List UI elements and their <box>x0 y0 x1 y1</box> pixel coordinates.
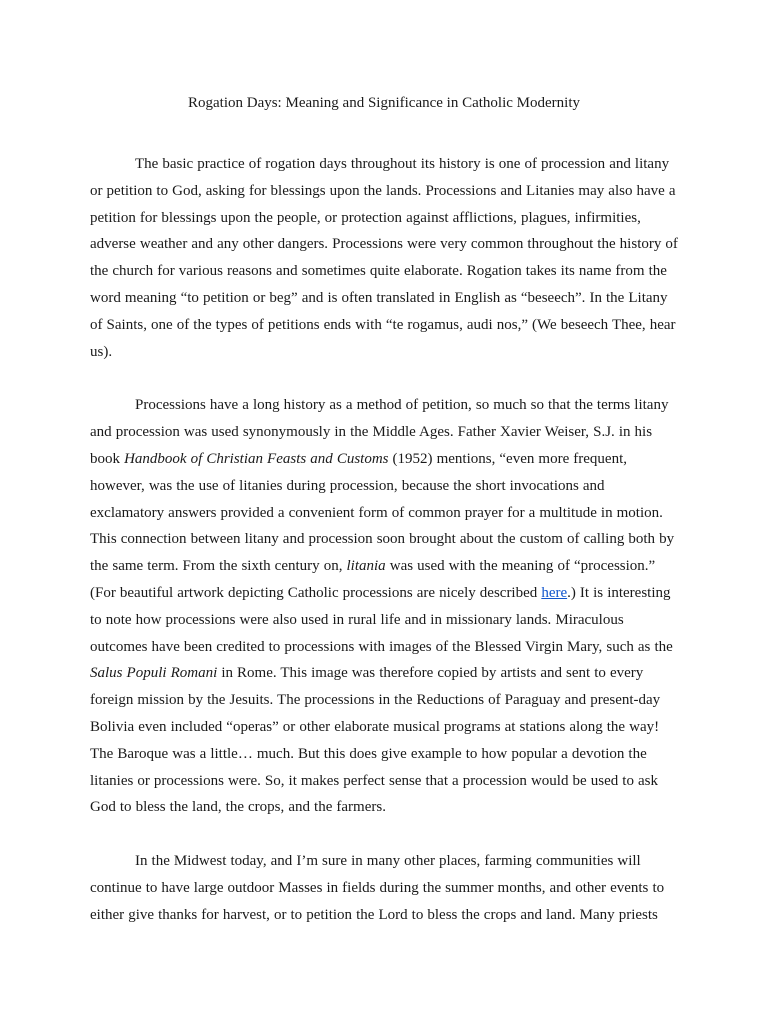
paragraph-2-text-3: was used with the meaning of “procession.” (For beautiful artwork depicting Catholic processions are nicely described <box>90 558 656 601</box>
paragraph-2-text-4: .) It is interesting to note how processions were also used in rural life and in missionary lands. Miraculous outcomes have been credited to processions with images of the Blessed Virgin Mary, such as the <box>90 584 673 655</box>
litania-term: litania <box>346 558 386 575</box>
document-body <box>90 151 680 956</box>
paragraph-1: The basic practice of rogation days throughout its history is one of procession and litany or petition to God, asking for blessings upon the lands. Processions and Litanies may also have a petition for blessings upon the people, or protection against afflictions, plagues, infirmities, adverse weather and any other dangers. Processions were very common throughout the history of the church for various reasons and sometimes quite elaborate. Rogation takes its name from the word meaning “to petition or beg” and is often translated in English as “beseech”. In the Litany of Saints, one of the types of petitions ends with “te rogamus, audi nos,” (We beseech Thee, hear us). <box>90 156 678 360</box>
artwork-link[interactable]: here <box>541 584 568 601</box>
paragraph-3: In the Midwest today, and I’m sure in many other places, farming communities will continue to have large outdoor Masses in fields during the summer months, and other events to either give thanks for harvest, or to petition the Lord to bless the crops and land. Many priests <box>90 853 665 923</box>
paragraph-2-text-5: in Rome. This image was therefore copied by artists and sent to every foreign mission by the Jesuits. The processions in the Reductions of Paraguay and present-day Bolivia even included “operas” or other elaborate musical programs at stations along the way! The Baroque was a little… much. But this does give example to how popular a devotion the litanies or processions were. So, it makes perfect sense that a procession would be used to ask God to bless the land, the crops, and the farmers. <box>90 665 661 816</box>
paragraph-2-text-2: (1952) mentions, “even more frequent, however, was the use of litanies during procession, because the short invocations and exclamatory answers provided a convenient form of common prayer for a multitude in motion. This connection between litany and procession soon brought about the custom of calling both by the same term. From the sixth century on, <box>90 450 675 575</box>
icon-title: Salus Populi Romani <box>90 665 218 682</box>
book-title: Handbook of Christian Feasts and Customs <box>124 450 389 467</box>
paragraph-2 <box>90 392 680 821</box>
document-title: Rogation Days: Meaning and Significance in Catholic Modernity <box>187 95 580 111</box>
paragraph-2-text-1: Processions have a long history as a method of petition, so much so that the terms litany and procession was used synonymously in the Middle Ages. Father Xavier Weiser, S.J. in his book <box>90 397 669 467</box>
